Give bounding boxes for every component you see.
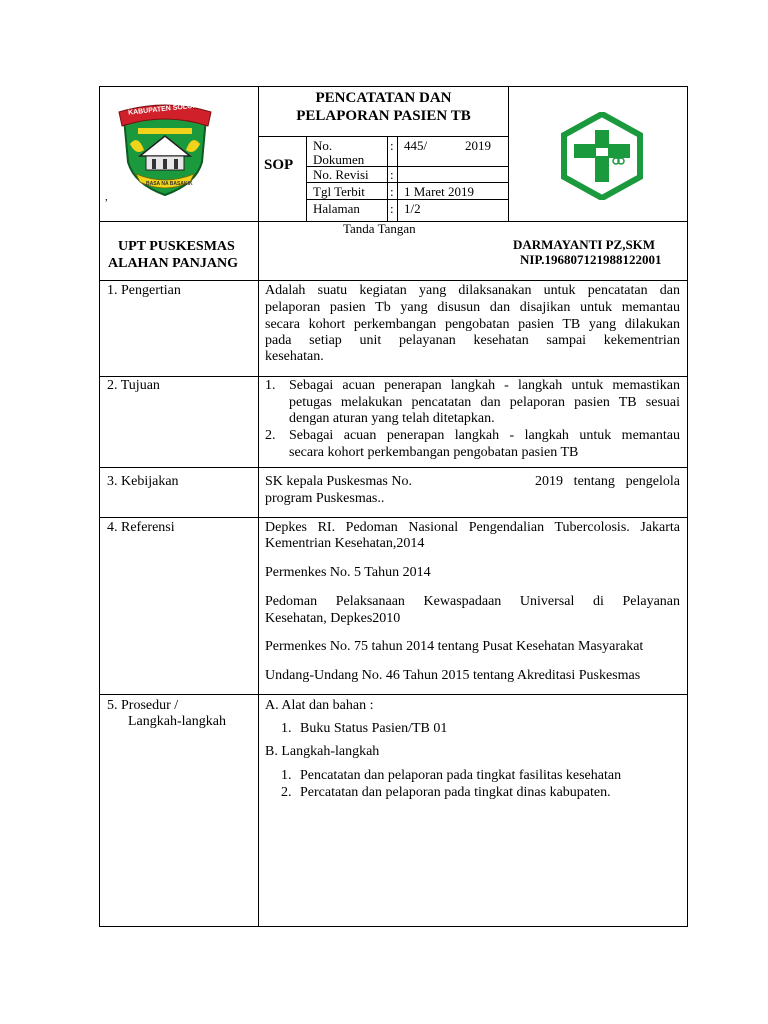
pengertian-line: secara kohort perkembangan pengobatan pasien TB yang dilakukan: [265, 317, 680, 332]
document-title-line2: PELAPORAN PASIEN TB: [296, 108, 471, 124]
tanda-tangan-label: Tanda Tangan: [343, 221, 416, 236]
kebijakan-line1-right: 2019 tentang pengelola: [535, 474, 680, 489]
meta-value-no-dokumen: 445/: [404, 138, 428, 153]
meta-label-no-dokumen-1: No.: [313, 138, 333, 153]
sop-label: SOP: [264, 157, 294, 173]
meta-sep: :: [390, 184, 394, 199]
org-name-line1: UPT PUSKESMAS: [118, 239, 235, 254]
meta-label-halaman: Halaman: [313, 201, 360, 216]
meta-value-tgl-terbit: 1 Maret 2019: [404, 184, 475, 199]
prosedur-a-item-number: 1.: [281, 721, 292, 736]
tujuan-item-line: Sebagai acuan penerapan langkah - langkah untuk memastikan: [289, 378, 680, 393]
kebijakan-line2: program Puskesmas..: [265, 491, 385, 506]
meta-sep: :: [390, 201, 394, 216]
section-label-prosedur-1: 5. Prosedur /: [107, 698, 179, 713]
apostrophe-mark: ,: [105, 191, 108, 203]
prosedur-a-item: Buku Status Pasien/TB 01: [300, 721, 448, 736]
document-title-line1: PENCATATAN DAN: [315, 90, 452, 106]
pengertian-line: Adalah suatu kegiatan yang dilaksanakan untuk pencatatan dan: [265, 283, 680, 298]
tujuan-item-line: petugas melakukan pencatatan dan pelaporan pasien TB sesuai: [289, 395, 680, 410]
tujuan-item-line: Sebagai acuan penerapan langkah - langkah untuk memantau: [289, 428, 680, 443]
tujuan-item-number: 1.: [265, 378, 276, 393]
prosedur-b-item: Percatatan dan pelaporan pada tingkat dinas kabupaten.: [300, 785, 611, 800]
meta-sep: :: [390, 167, 394, 182]
referensi-item: Depkes RI. Pedoman Nasional Pengendalian Tubercolosis. Jakarta: [265, 520, 680, 535]
prosedur-b-item-number: 2.: [281, 785, 292, 800]
referensi-item: Undang-Undang No. 46 Tahun 2015 tentang Akreditasi Puskesmas: [265, 668, 641, 683]
section-label-prosedur-2: Langkah-langkah: [128, 714, 226, 729]
pengertian-line: pada setiap unit pelayanan kesehatan sampai kekementrian: [265, 333, 680, 348]
prosedur-b-item-number: 1.: [281, 768, 292, 783]
meta-label-no-revisi: No. Revisi: [313, 167, 369, 182]
prosedur-b-heading: B. Langkah-langkah: [265, 744, 380, 759]
pengertian-line: pelaporan pasien Tb yang disusun dan disajikan untuk memantau: [265, 300, 680, 315]
referensi-item: Permenkes No. 5 Tahun 2014: [265, 565, 431, 580]
meta-value-no-dokumen-year: 2019: [465, 138, 491, 153]
signatory-nip: NIP.196807121988122001: [520, 252, 662, 267]
org-name-line2: ALAHAN PANJANG: [108, 256, 239, 271]
tujuan-item-line: secara kohort perkembangan pengobatan pasien TB: [289, 445, 579, 460]
tujuan-item-line: dengan aturan yang telah ditetapkan.: [289, 411, 495, 426]
meta-sep: :: [390, 138, 394, 153]
logo-left-motto: BASA NA BASAKIK: [146, 181, 193, 187]
referensi-item: Kementrian Kesehatan,2014: [265, 536, 425, 551]
meta-value-halaman: 1/2: [404, 201, 421, 216]
section-label-pengertian: 1. Pengertian: [107, 283, 181, 298]
referensi-item: Permenkes No. 75 tahun 2014 tentang Pusat Kesehatan Masyarakat: [265, 639, 644, 654]
referensi-item: Kesehatan, Depkes2010: [265, 611, 401, 626]
logo-left-label: KABUPATEN SOLOK: [127, 102, 198, 117]
referensi-item: Pedoman Pelaksanaan Kewaspadaan Universal di Pelayanan: [265, 594, 680, 609]
section-label-kebijakan: 3. Kebijakan: [107, 474, 179, 489]
section-label-tujuan: 2. Tujuan: [107, 378, 160, 393]
prosedur-a-heading: A. Alat dan bahan :: [265, 698, 374, 713]
meta-label-tgl-terbit: Tgl Terbit: [313, 184, 365, 199]
puskesmas-logo: [558, 112, 646, 200]
prosedur-b-item: Pencatatan dan pelaporan pada tingkat fasilitas kesehatan: [300, 768, 622, 783]
meta-label-no-dokumen-2: Dokumen: [313, 152, 365, 167]
kebijakan-line1-left: SK kepala Puskesmas No.: [265, 474, 412, 489]
section-label-referensi: 4. Referensi: [107, 520, 175, 535]
tujuan-item-number: 2.: [265, 428, 276, 443]
signatory-name: DARMAYANTI PZ,SKM: [513, 237, 656, 252]
pengertian-line: kesehatan.: [265, 349, 324, 364]
